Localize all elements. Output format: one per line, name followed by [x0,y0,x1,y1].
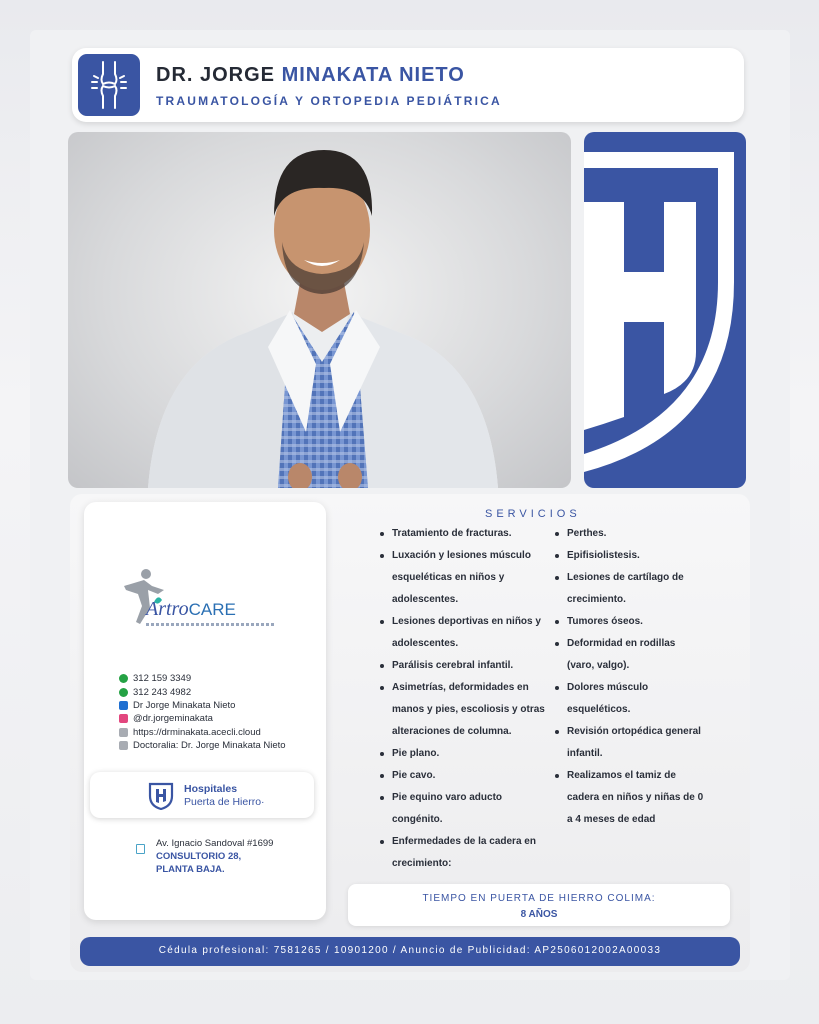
address-floor: PLANTA BAJA. [156,864,225,875]
joint-logo-icon [78,54,140,116]
contact-card [84,502,326,920]
doctor-name-first: DR. JORGE [156,64,282,86]
service-item: Enfermedades de la cadera en crecimiento: [380,831,548,875]
whatsapp-icon [119,688,128,697]
tenure-label: TIEMPO EN PUERTA DE HIERRO COLIMA: [422,893,656,904]
care-text: CARE [188,600,236,619]
contact-text: Dr Jorge Minakata Nieto [133,699,236,711]
address-street: Av. Ignacio Sandoval #1699 [156,838,274,849]
tenure-value: 8 AÑOS [520,909,558,920]
service-item: Luxación y lesiones músculo esqueléticas en niños y adolescentes. [380,545,548,611]
doctor-name [156,64,465,87]
whatsapp-icon [119,674,128,683]
facebook-icon [119,701,128,710]
service-item: Perthes. [555,523,705,545]
hospital-name-line1: Hospitales [184,783,238,795]
doctor-photo [68,132,571,488]
service-item: Tratamiento de fracturas. [380,523,548,545]
contact-facebook[interactable] [119,699,286,712]
service-item: Epifisiolistesis. [555,545,705,567]
service-item: Pie cavo. [380,765,548,787]
contact-website[interactable] [119,726,286,739]
instagram-icon [119,714,128,723]
services-title: SERVICIOS [485,508,581,520]
service-item: Lesiones de cartílago de crecimiento. [555,567,705,611]
hospital-card [90,772,314,818]
contact-phone-1[interactable] [119,672,286,685]
service-item: Pie plano. [380,743,548,765]
service-item: Dolores músculo esqueléticos. [555,677,705,721]
tenure-card [348,884,730,926]
header-card [72,48,744,122]
artro-text: Artro [146,598,189,620]
service-item: Tumores óseos. [555,611,705,633]
services-list-right [555,523,705,831]
contact-instagram[interactable] [119,712,286,725]
location-icon [136,844,145,854]
address-office: CONSULTORIO 28, [156,851,242,862]
contact-text: 312 243 4982 [133,686,192,698]
contact-doctoralia[interactable] [119,739,286,752]
contact-text: 312 159 3349 [133,673,192,685]
doctor-specialty: TRAUMATOLOGÍA Y ORTOPEDIA PEDIÁTRICA [156,94,502,108]
hospital-shield-icon [148,782,174,810]
artrocare-tagline [146,623,276,626]
web-icon [119,728,128,737]
web-icon [119,741,128,750]
license-text: Cédula profesional: 7581265 / 10901200 / Anuncio de Publicidad: AP2506012002A00033 [158,945,662,956]
artrocare-logo-text [146,598,236,621]
contact-text: Doctoralia: Dr. Jorge Minakata Nieto [133,740,286,752]
contact-text: https://drminakata.acecli.cloud [133,726,261,738]
contact-text: @dr.jorgeminakata [133,713,213,725]
service-item: Lesiones deportivas en niños y adolescentes. [380,611,548,655]
shield-logo-panel [584,132,746,488]
services-list-left [380,523,548,875]
doctor-name-last: MINAKATA NIETO [281,64,465,86]
service-item: Revisión ortopédica general infantil. [555,721,705,765]
service-item: Parálisis cerebral infantil. [380,655,548,677]
service-item: Asimetrías, deformidades en manos y pies, escoliosis y otras alteraciones de columna. [380,677,548,743]
contact-phone-2[interactable] [119,685,286,698]
footer-bar [80,937,740,966]
service-item: Deformidad en rodillas (varo, valgo). [555,633,705,677]
service-item: Pie equino varo aducto congénito. [380,787,548,831]
contact-list [119,672,286,752]
hospital-name-line2: Puerta de Hierro· [184,796,265,808]
service-item: Realizamos el tamiz de cadera en niños y niñas de 0 a 4 meses de edad [555,765,705,831]
